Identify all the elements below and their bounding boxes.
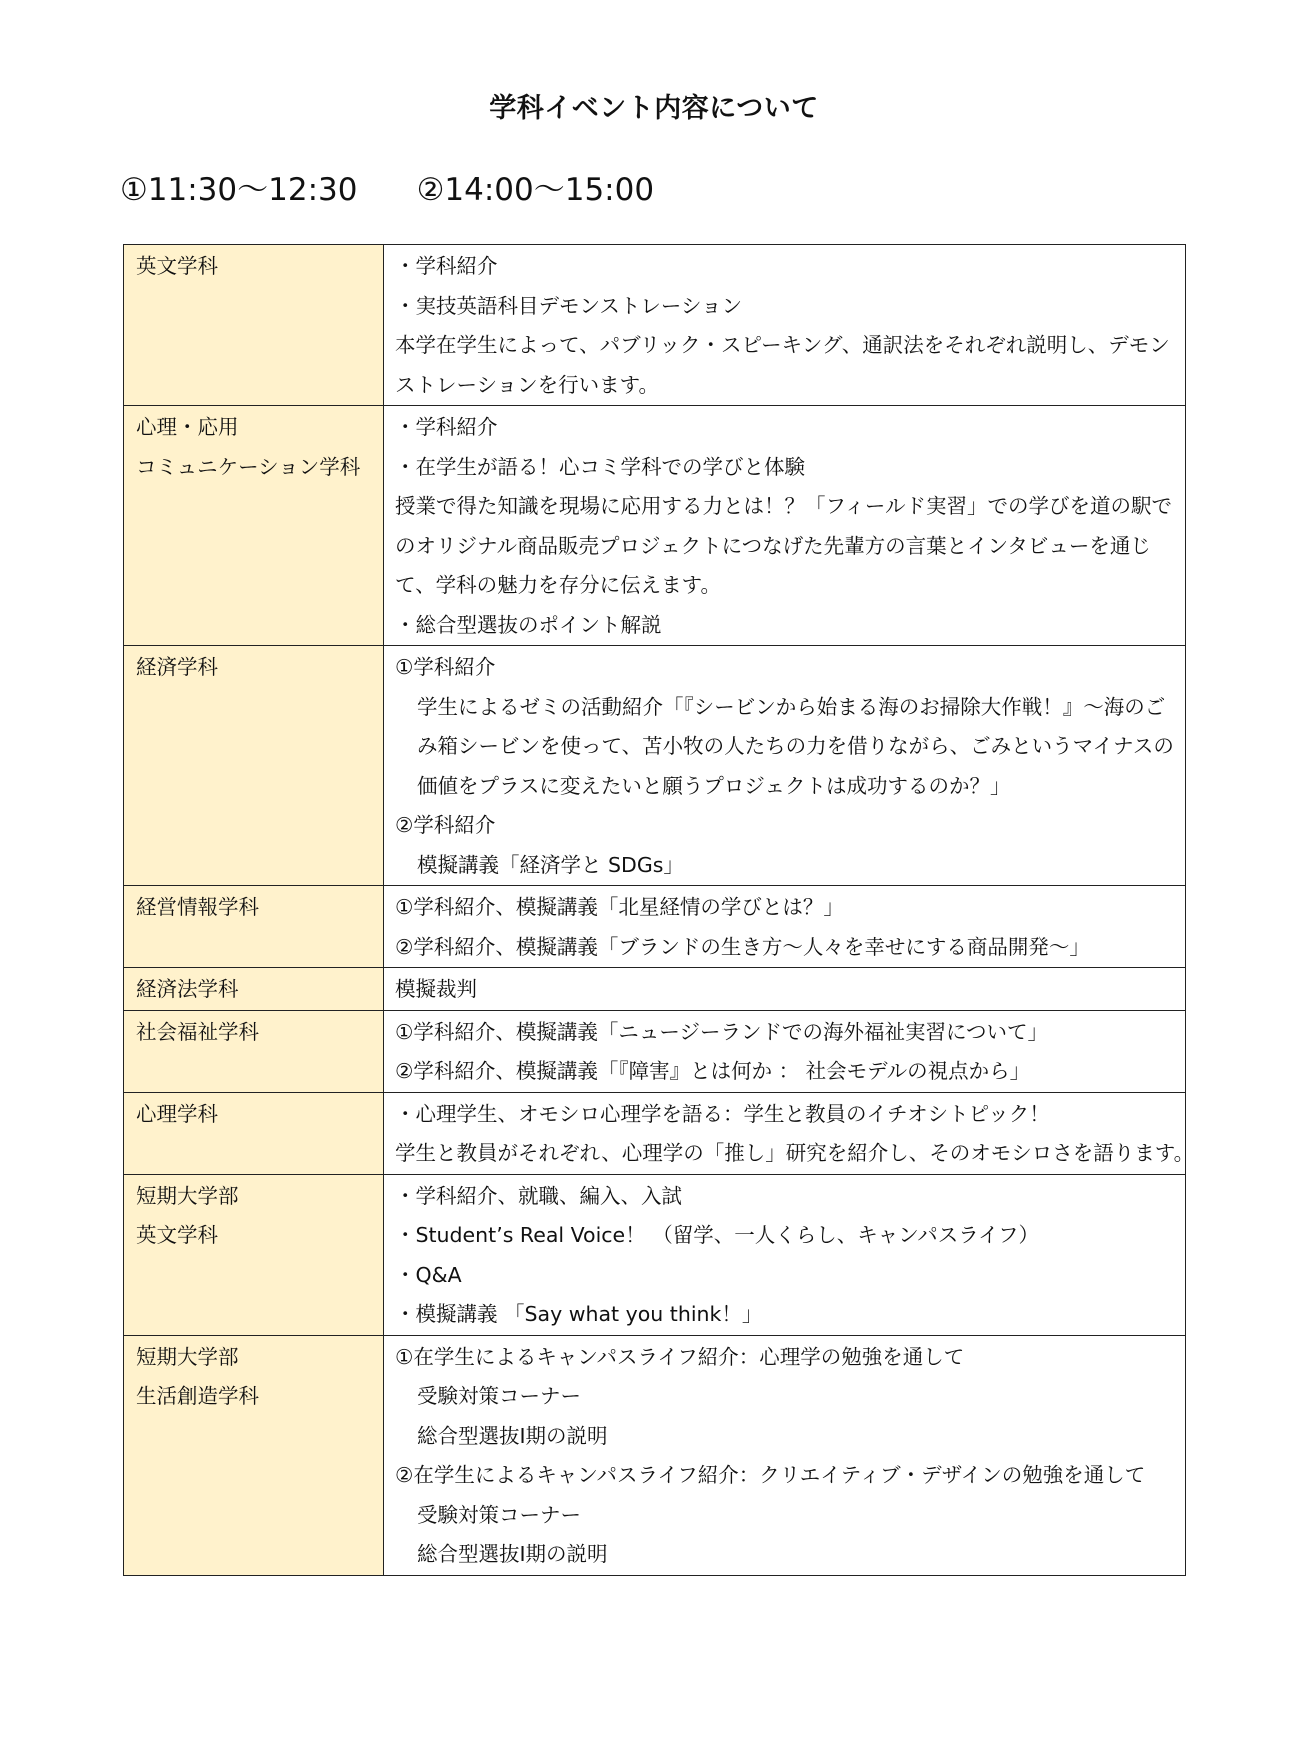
department-name: 心理学科: [136, 1101, 218, 1126]
content-cell: [384, 886, 1186, 968]
department-name: 英文学科: [136, 254, 218, 278]
content-line: ①学科紹介、模擬講義「北星経情の学びとは？」: [395, 895, 844, 919]
content-line: ・模擬講義 「Say what you think！」: [395, 1302, 763, 1326]
department-cell: [124, 406, 384, 646]
content-cell: [384, 1174, 1186, 1335]
department-cell: [124, 1174, 384, 1335]
content-cell: [384, 968, 1186, 1011]
department-name: 社会福祉学科: [136, 1019, 259, 1044]
content-line: ・Q&A: [395, 1262, 462, 1287]
table-row: [124, 886, 1186, 968]
department-name: 短期大学部: [136, 1344, 239, 1369]
content-line: 総合型選抜Ⅰ期の説明: [417, 1542, 608, 1566]
session-time-1: ①11:30～12:30: [120, 172, 358, 208]
department-name: 短期大学部: [136, 1183, 239, 1208]
content-line: ・実技英語科目デモンストレーション: [395, 293, 743, 318]
department-name: 経営情報学科: [136, 895, 259, 919]
department-cell: [124, 245, 384, 406]
content-line: ・学科紹介: [395, 254, 498, 278]
table-row: [124, 406, 1186, 646]
department-name: コミュニケーション学科: [136, 454, 361, 479]
content-cell: [384, 646, 1186, 886]
department-name: 心理・応用: [136, 415, 239, 439]
content-line: ①学科紹介: [395, 655, 496, 679]
department-name: 経済学科: [136, 655, 218, 679]
content-cell: [384, 406, 1186, 646]
content-cell: [384, 1335, 1186, 1575]
content-line: ・在学生が語る！心コミ学科での学びと体験: [395, 454, 805, 479]
table-row: [124, 1092, 1186, 1174]
content-line: ・学科紹介、就職、編入、入試: [395, 1183, 682, 1208]
content-line: ・総合型選抜のポイント解説: [395, 612, 662, 637]
table-row: [124, 968, 1186, 1011]
department-name: 経済法学科: [136, 977, 239, 1001]
content-line: ・学科紹介: [395, 415, 498, 439]
department-cell: [124, 646, 384, 886]
content-line: ・Student’s Real Voice！ （留学、一人くらし、キャンパスライフ）: [395, 1223, 1040, 1247]
content-line: 模擬裁判: [395, 977, 477, 1001]
content-line: 学生と教員がそれぞれ、心理学の「推し」研究を紹介し、そのオモシロさを語ります。: [395, 1141, 1195, 1165]
department-cell: [124, 968, 384, 1011]
content-line: ②学科紹介、模擬講義「ブランドの生き方～人々を幸せにする商品開発～」: [395, 934, 1090, 959]
session-time-2: ②14:00～15:00: [416, 172, 655, 208]
page-title: 学科イベント内容について: [489, 93, 819, 124]
content-cell: [384, 1010, 1186, 1092]
content-cell: [384, 245, 1186, 406]
table-row: [124, 245, 1186, 406]
table-row: [124, 1010, 1186, 1092]
content-line: ・心理学生、オモシロ心理学を語る：学生と教員のイチオシトピック！: [395, 1101, 1050, 1126]
content-line: ②在学生によるキャンパスライフ紹介：クリエイティブ・デザインの勉強を通して: [395, 1463, 1146, 1487]
content-line: 受験対策コーナー: [417, 1384, 581, 1408]
event-table: [123, 244, 1195, 1576]
department-cell: [124, 1010, 384, 1092]
content-line: ①在学生によるキャンパスライフ紹介：心理学の勉強を通して: [395, 1344, 965, 1369]
content-line: ②学科紹介: [395, 813, 496, 837]
table-row: [124, 646, 1186, 886]
table-row: [124, 1174, 1186, 1335]
content-line: ②学科紹介、模擬講義「『障害』とは何か ： 社会モデルの視点から」: [395, 1059, 1031, 1083]
department-name: 生活創造学科: [136, 1384, 259, 1408]
content-line: 受験対策コーナー: [417, 1502, 581, 1527]
content-line: ①学科紹介、模擬講義「ニュージーランドでの海外福祉実習について」: [395, 1019, 1049, 1044]
content-line: 授業で得た知識を現場に応用する力とは！？「フィールド実習」での学びを道の駅でのオリジナル商品販売プロジェクトにつなげた先輩方の言葉とインタビューを通じて、学科の魅力を存分に伝えます。: [395, 494, 1172, 597]
content-cell: [384, 1092, 1195, 1174]
department-name: 英文学科: [136, 1223, 218, 1247]
department-cell: [124, 1335, 384, 1575]
content-line: 本学在学生によって、パブリック・スピーキング、通訳法をそれぞれ説明し、デモンストレーションを行います。: [395, 333, 1170, 397]
content-line: 学生によるゼミの活動紹介「『シービンから始まる海のお掃除大作戦！』～海のごみ箱シービンを使って、苫小牧の人たちの力を借りながら、ごみというマイナスの価値をプラスに変えたいと願うプロジェクトは成功するのか？」: [417, 694, 1174, 798]
table-row: [124, 1335, 1186, 1575]
content-line: 総合型選抜Ⅰ期の説明: [417, 1423, 608, 1448]
content-line: 模擬講義「経済学と SDGs」: [417, 852, 684, 877]
session-times: [120, 164, 654, 209]
department-cell: [124, 886, 384, 968]
department-cell: [124, 1092, 384, 1174]
